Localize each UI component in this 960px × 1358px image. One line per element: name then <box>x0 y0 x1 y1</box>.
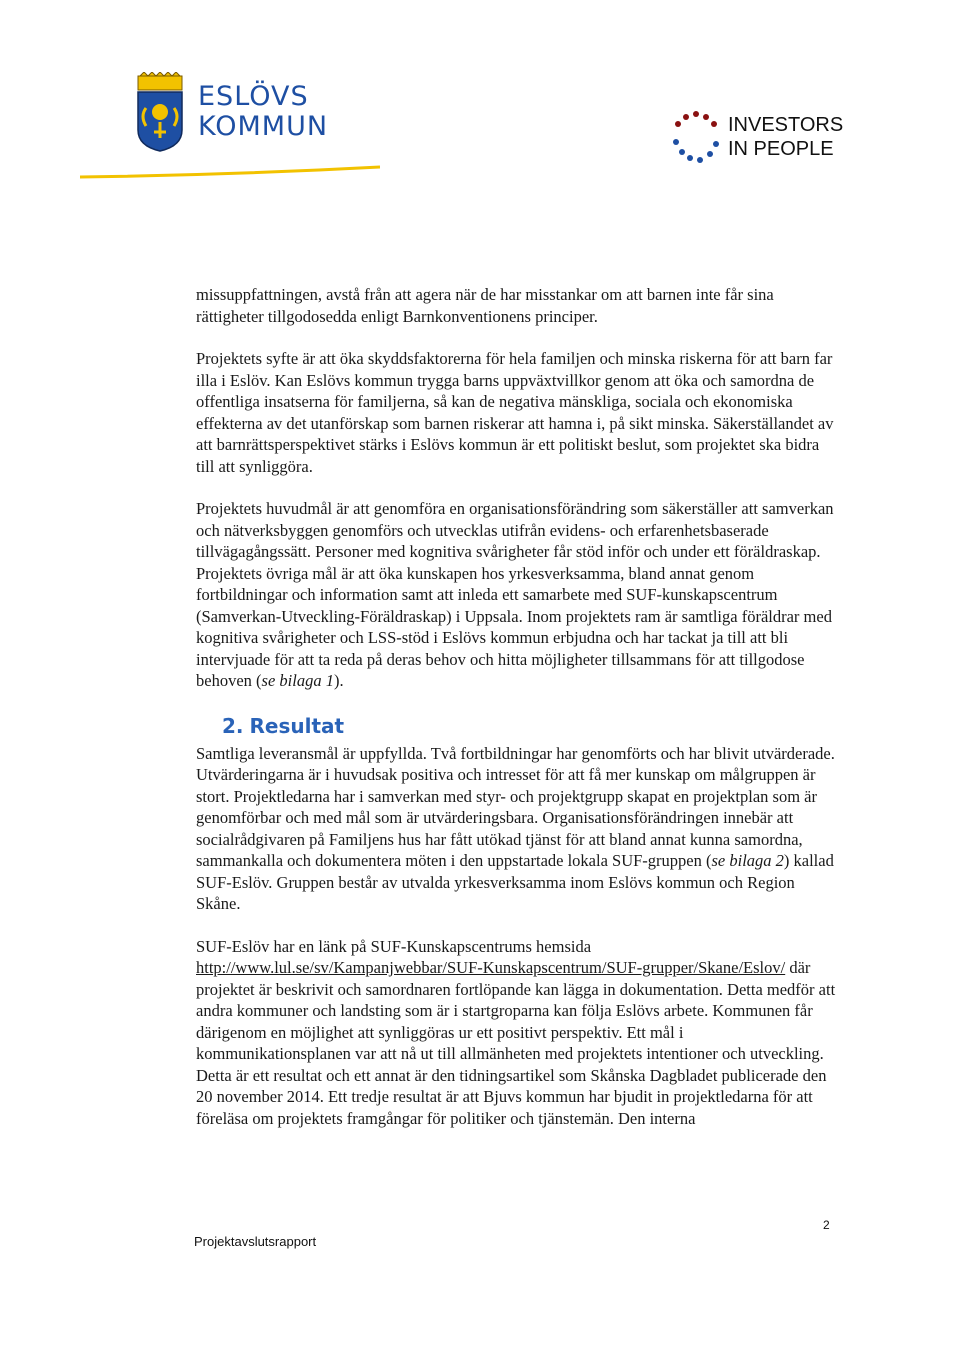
appendix-reference-2: se bilaga 2 <box>711 851 784 870</box>
municipal-crest-logo <box>134 72 186 152</box>
investors-in-people-icon <box>668 108 724 166</box>
appendix-reference-1: se bilaga 1 <box>261 671 334 690</box>
paragraph-project-purpose: Projektets syfte är att öka skyddsfaktorerna för hela familjen och minska riskerna för att barn far illa i Eslöv. Kan Eslövs kommun trygga barns uppväxtvillkor genom att öka och samordna de offentliga insatserna för familjerna, så kan de negativa mänskliga, sociala och ekonomiska effekterna av det utanförskap som barnen riskerar att hamna i, på sikt minska. Säkerställandet av att barnrättsperspektivet stärks i Eslövs kommun är ett politiskt beslut, som projektet ska bidra till att synliggöra. <box>196 349 834 476</box>
header-swoosh-line <box>80 165 380 179</box>
paragraph-results <box>196 743 841 915</box>
partner-line1: INVESTORS <box>728 114 844 136</box>
section-heading-results <box>222 713 841 739</box>
suf-link-intro: SUF-Eslöv har en länk på SUF-Kunskapscentrums hemsida <box>196 936 592 956</box>
paragraph-main-goal <box>196 498 841 692</box>
main-goal-end: ). <box>333 671 344 690</box>
page-header <box>0 0 960 190</box>
municipality-name-line1: ESLÖVS <box>198 81 309 112</box>
paragraph-intro-continuation: missuppfattningen, avstå från att agera när de har misstankar om att barnen inte får sina rättigheter tillgodosedda enligt Barnkonventionens principer. <box>196 285 774 326</box>
investors-in-people-text <box>728 113 843 161</box>
section-number: 2. <box>222 713 244 738</box>
results-text: Samtliga leveransmål är uppfyllda. Två fortbildningar har genomförts och har blivit utvärderade. Utvärderingarna är i huvudsak positiva och intresset för att få mer kunskap om målgruppen är stort. Projektledarna har i samverkan med styr- och projektgrupp skapat en projektplan som är genomförbar och med mål som är utvärderingsbara. Organisationsförändringen innebär att socialrådgivaren på Familjens hus har fått utökad tjänst för att bland annat kunna samordna, sammankalla och dokumentera möten i den uppstartade lokala SUF-gruppen ( <box>196 743 835 870</box>
main-goal-text: Projektets huvudmål är att genomföra en organisationsförändring som säkerställer att samverkan och nätverksbyggen genomförs och utvecklas utifrån evidens- och erfarenhetsbaserade tillvägagångssätt. Personer med kognitiva svårigheter får stöd inför och under ett föräldraskap. Projektets övriga mål är att öka kunskapen hos yrkesverksamma, bland annat genom fortbildningar och information samt att inleda ett samarbete med SUF-kunskapscentrum (Samverkan-Utveckling-Föräldraskap) i Uppsala. Inom projektets ram är samtliga föräldrar med kognitiva svårigheter och LSS-stöd i Eslövs kommun erbjudna och har tackat ja till att bli intervjuade för att ta reda på deras behov och hitta möjligheter tillsammans för att tillgodose behoven ( <box>196 499 834 690</box>
municipality-name-line2: KOMMUN <box>198 111 329 142</box>
partner-line2: IN PEOPLE <box>728 138 834 160</box>
suf-link-rest: där projektet är beskrivit och samordnaren fortlöpande kan lägga in dokumentation. Detta medför att andra kommuner och landsting som är i startgroparna kan följa Eslövs arbete. Kommunen får därigenom en möjlighet att synliggöras ur ett positivt perspektiv. Ett mål i kommunikationsplanen var att nå ut till allmänheten med projektets intentioner och utveckling. Detta är ett resultat och ett annat är den tidningsartikel som Skånska Dagbladet publicerade den 20 november 2014. Ett tredje resultat är att Bjuvs kommun har bjudit in projektledarna för att föreläsa om projektets framgångar för politiker och tjänstemän. Den interna <box>196 958 836 1128</box>
document-body <box>196 284 841 1150</box>
municipality-name <box>198 82 328 142</box>
section-title: Resultat <box>249 713 345 738</box>
footer-document-label: Projektavslutsrapport <box>194 1234 317 1249</box>
paragraph-suf-link <box>196 936 841 1130</box>
results-text-end: ) kallad SUF-Eslöv. Gruppen består av utvalda yrkesverksamma inom Eslövs kommun och Region Skåne. <box>196 851 834 913</box>
suf-website-link[interactable]: http://www.lul.se/sv/Kampanjwebbar/SUF-Kunskapscentrum/SUF-grupper/Skane/Eslov/ <box>196 958 786 977</box>
page-number: 2 <box>823 1218 830 1232</box>
